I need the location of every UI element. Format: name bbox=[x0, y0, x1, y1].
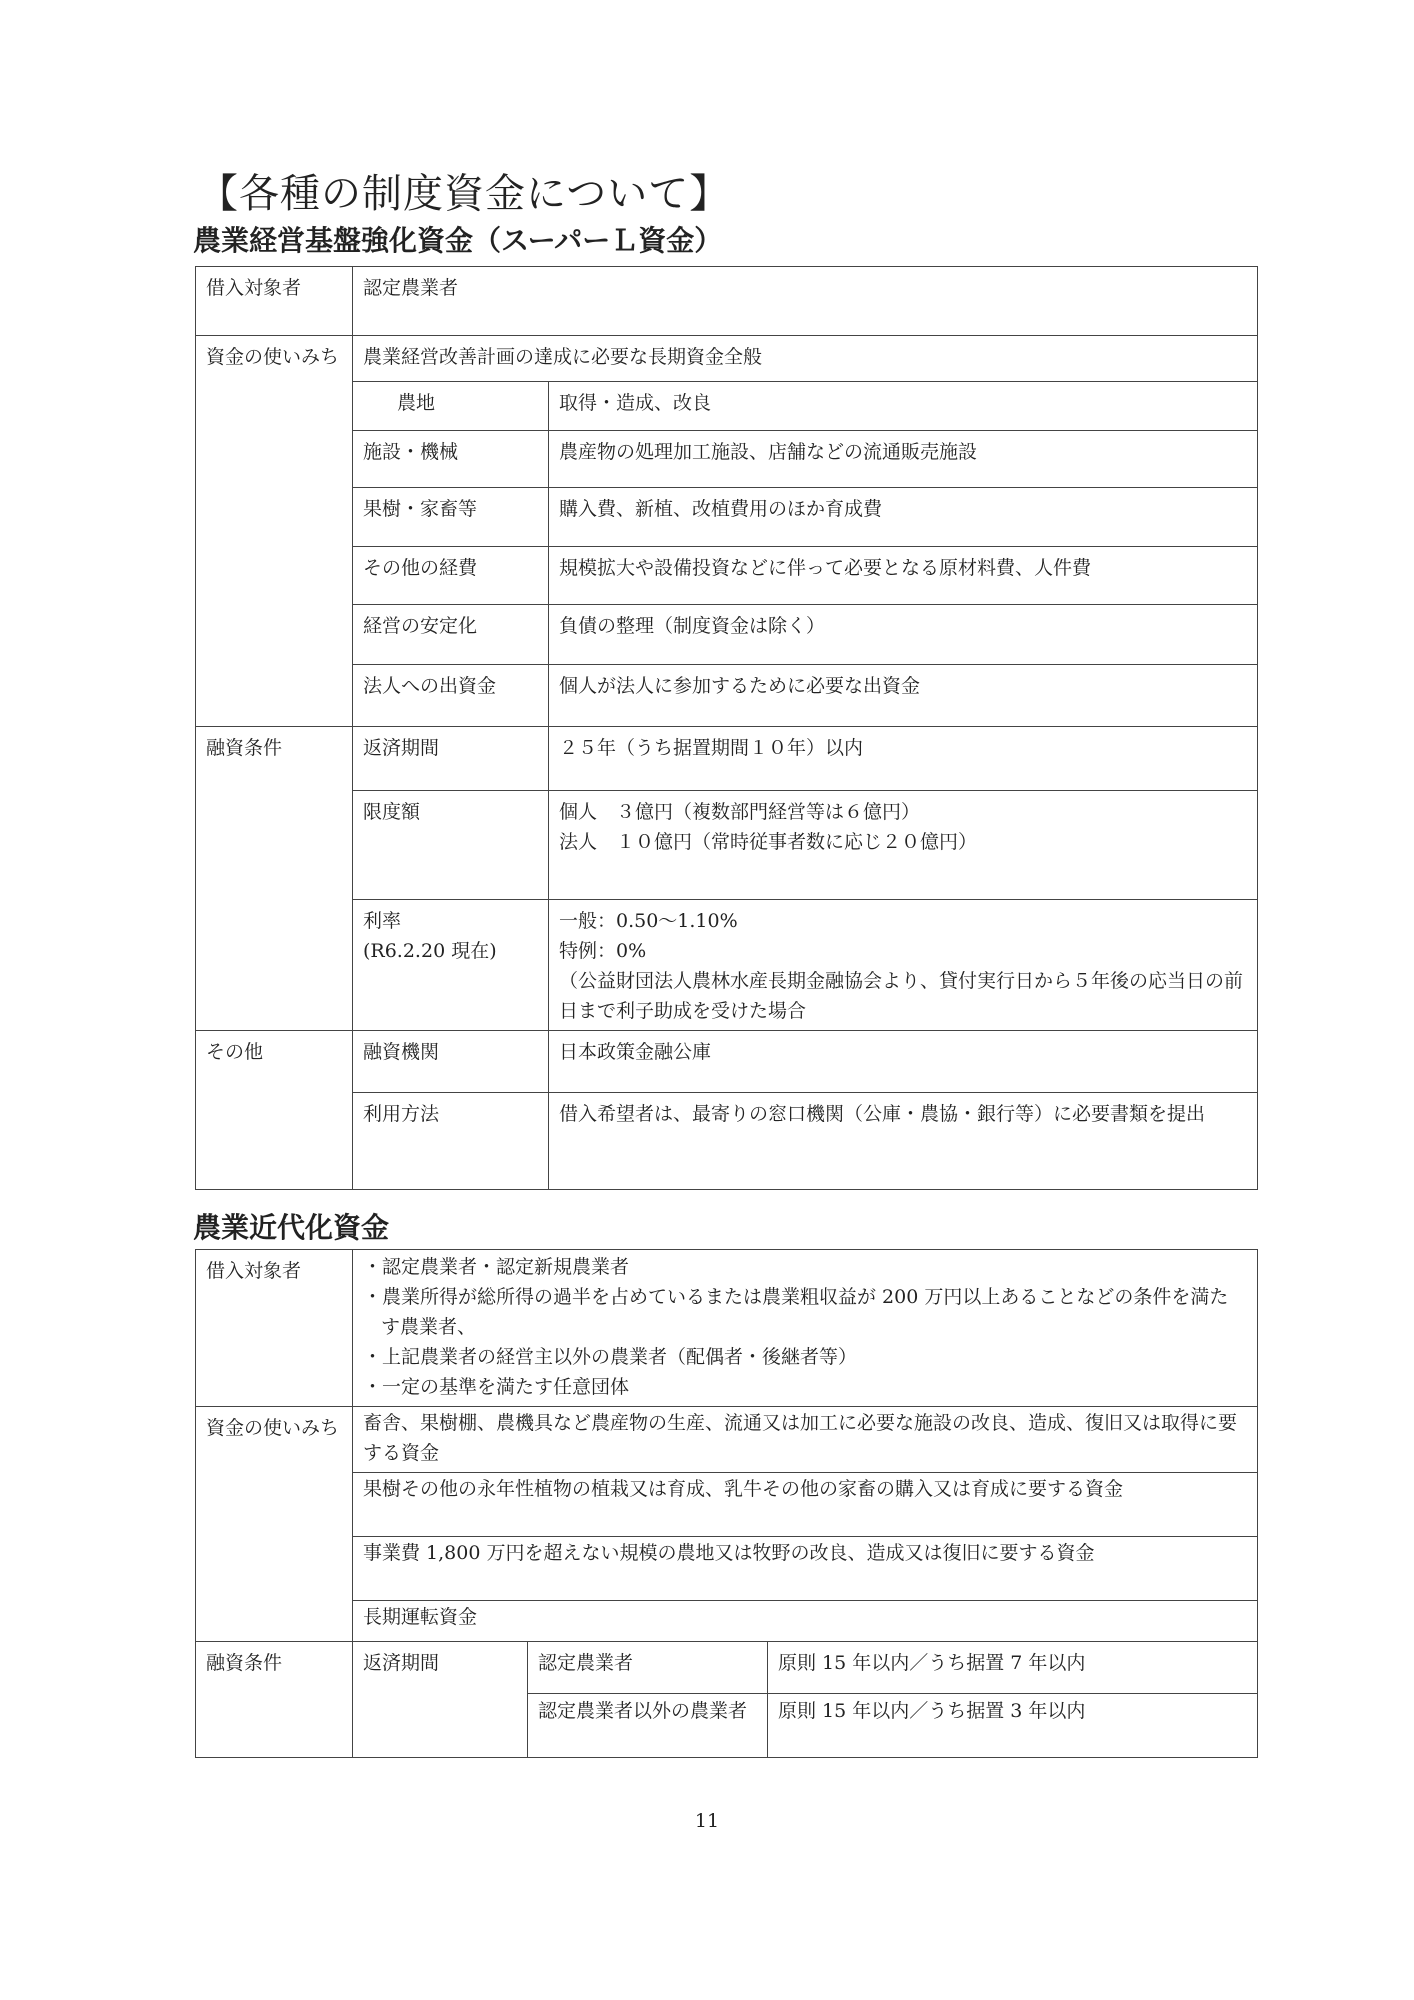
use-item: 事業費 1,800 万円を超えない規模の農地又は牧野の改良、造成又は復旧に要する資金 bbox=[353, 1537, 1258, 1601]
borrower-value: 認定農業者 bbox=[353, 267, 1258, 336]
usage-label: 利用方法 bbox=[353, 1093, 549, 1190]
use-item-label: 果樹・家畜等 bbox=[353, 488, 549, 547]
use-item-label: 法人への出資金 bbox=[353, 665, 549, 727]
use-label: 資金の使いみち bbox=[196, 1407, 353, 1642]
page-heading: 【各種の制度資金について】 bbox=[198, 171, 731, 217]
use-general: 農業経営改善計画の達成に必要な長期資金全般 bbox=[353, 336, 1258, 382]
section-title-super-l: 農業経営基盤強化資金（スーパーＬ資金） bbox=[193, 224, 723, 257]
table-row bbox=[196, 1601, 1258, 1642]
repay-label: 返済期間 bbox=[353, 1642, 528, 1758]
table-row bbox=[196, 1250, 1258, 1407]
table-row bbox=[196, 665, 1258, 727]
use-item-value: 個人が法人に参加するために必要な出資金 bbox=[549, 665, 1258, 727]
list-item: ・一定の基準を満たす任意団体 bbox=[363, 1376, 630, 1398]
table-row bbox=[196, 1537, 1258, 1601]
table-row bbox=[196, 1642, 1258, 1694]
use-item-value: 取得・造成、改良 bbox=[549, 382, 1258, 431]
borrower-label: 借入対象者 bbox=[196, 1250, 353, 1407]
table-row bbox=[196, 336, 1258, 382]
use-label: 資金の使いみち bbox=[196, 336, 353, 727]
other-label: その他 bbox=[196, 1031, 353, 1190]
rate-general: 一般：0.50～1.10% bbox=[559, 910, 738, 932]
use-item: 畜舎、果樹棚、農機具など農産物の生産、流通又は加工に必要な施設の改良、造成、復旧又は取得に要する資金 bbox=[353, 1407, 1258, 1473]
table-row bbox=[196, 605, 1258, 665]
use-item-label: 施設・機械 bbox=[353, 431, 549, 488]
limit-corporate: 法人 １０億円（常時従事者数に応じ２０億円） bbox=[559, 831, 978, 853]
rate-label-cell bbox=[353, 900, 549, 1031]
table-row bbox=[196, 431, 1258, 488]
use-item-value: 購入費、新植、改植費用のほか育成費 bbox=[549, 488, 1258, 547]
table-row bbox=[196, 791, 1258, 900]
list-item: ・農業所得が総所得の過半を占めているまたは農業粗収益が 200 万円以上あることなどの条件を満たす農業者、 bbox=[363, 1286, 1229, 1338]
repay-value: 原則 15 年以内／うち据置 3 年以内 bbox=[768, 1694, 1258, 1758]
institution-label: 融資機関 bbox=[353, 1031, 549, 1093]
repay-label: 返済期間 bbox=[353, 727, 549, 791]
usage-value: 借入希望者は、最寄りの窓口機関（公庫・農協・銀行等）に必要書類を提出 bbox=[549, 1093, 1258, 1190]
borrower-label: 借入対象者 bbox=[196, 267, 353, 336]
repay-value: ２５年（うち据置期間１０年）以内 bbox=[549, 727, 1258, 791]
use-item-label: 農地 bbox=[353, 382, 549, 431]
use-item-label: その他の経費 bbox=[353, 547, 549, 605]
institution-value: 日本政策金融公庫 bbox=[549, 1031, 1258, 1093]
super-l-fund-table bbox=[195, 266, 1258, 1190]
modernization-fund-table bbox=[195, 1249, 1258, 1758]
conditions-label: 融資条件 bbox=[196, 1642, 353, 1758]
rate-date: (R6.2.20 現在) bbox=[363, 940, 497, 962]
table-row bbox=[196, 1407, 1258, 1473]
table-row bbox=[196, 488, 1258, 547]
limit-values bbox=[549, 791, 1258, 900]
conditions-label: 融資条件 bbox=[196, 727, 353, 1031]
repay-target: 認定農業者 bbox=[528, 1642, 768, 1694]
use-item-value: 規模拡大や設備投資などに伴って必要となる原材料費、人件費 bbox=[549, 547, 1258, 605]
section-title-modernization: 農業近代化資金 bbox=[193, 1211, 390, 1244]
page-number: 11 bbox=[694, 1810, 720, 1832]
rate-values bbox=[549, 900, 1258, 1031]
repay-value: 原則 15 年以内／うち据置 7 年以内 bbox=[768, 1642, 1258, 1694]
table-row bbox=[196, 727, 1258, 791]
table-row bbox=[196, 547, 1258, 605]
list-item: ・認定農業者・認定新規農業者 bbox=[363, 1256, 630, 1278]
table-row bbox=[196, 382, 1258, 431]
repay-target: 認定農業者以外の農業者 bbox=[528, 1694, 768, 1758]
use-item: 長期運転資金 bbox=[353, 1601, 1258, 1642]
table-row bbox=[196, 1473, 1258, 1537]
list-item: ・上記農業者の経営主以外の農業者（配偶者・後継者等） bbox=[363, 1346, 858, 1368]
rate-note: （公益財団法人農林水産長期金融協会より、貸付実行日から５年後の応当日の前日まで利子助成を受けた場合 bbox=[559, 970, 1244, 1022]
table-row bbox=[196, 1031, 1258, 1093]
limit-label: 限度額 bbox=[353, 791, 549, 900]
table-row bbox=[196, 900, 1258, 1031]
rate-label: 利率 bbox=[363, 910, 402, 932]
use-item: 果樹その他の永年性植物の植栽又は育成、乳牛その他の家畜の購入又は育成に要する資金 bbox=[353, 1473, 1258, 1537]
use-item-label: 経営の安定化 bbox=[353, 605, 549, 665]
table-row bbox=[196, 1093, 1258, 1190]
rate-special: 特例：0% bbox=[559, 940, 647, 962]
use-item-value: 農産物の処理加工施設、店舗などの流通販売施設 bbox=[549, 431, 1258, 488]
table-row bbox=[196, 267, 1258, 336]
use-item-value: 負債の整理（制度資金は除く） bbox=[549, 605, 1258, 665]
borrower-list bbox=[353, 1250, 1258, 1407]
limit-individual: 個人 ３億円（複数部門経営等は６億円） bbox=[559, 801, 921, 823]
